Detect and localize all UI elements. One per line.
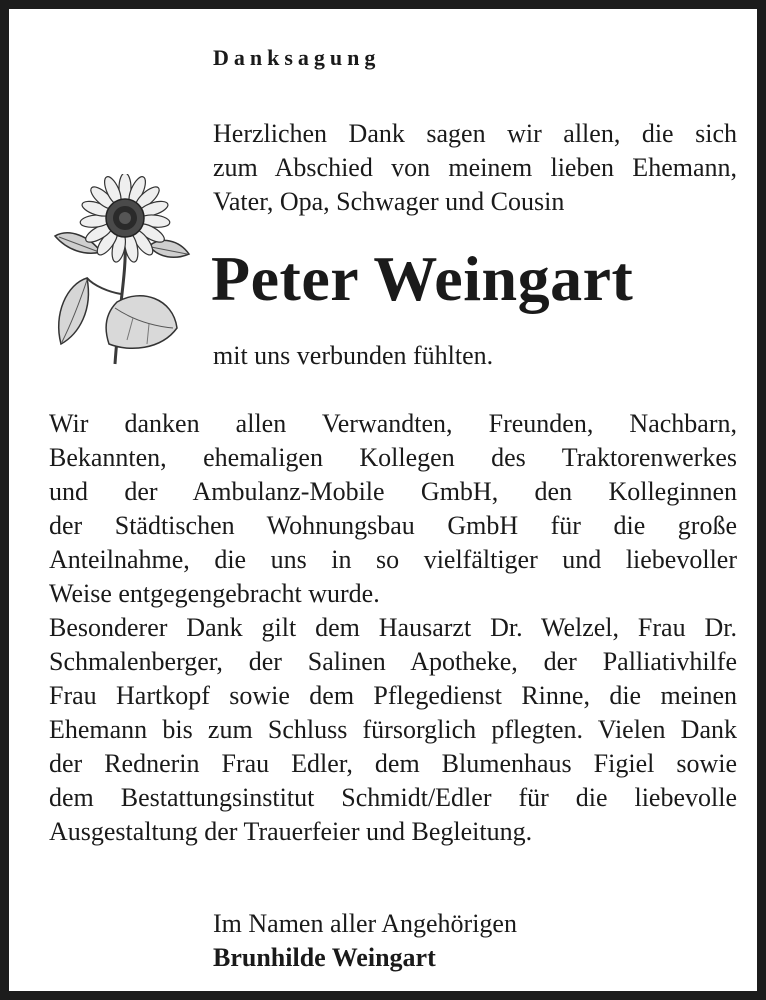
body-line: Ehemann bis zum Schluss fürsorglich pflegten. Vielen Dank xyxy=(49,715,737,744)
thanks-body xyxy=(49,407,737,849)
body-line: Anteilnahme, die uns in so vielfältiger und liebevoller xyxy=(49,545,737,574)
body-line: Besonderer Dank gilt dem Hausarzt Dr. Welzel, Frau Dr. xyxy=(49,613,737,642)
body-line: Frau Hartkopf sowie dem Pflegedienst Rinne, die meinen xyxy=(49,681,737,710)
body-line: Ausgestaltung der Trauerfeier und Begleitung. xyxy=(49,817,533,846)
body-line: der Städtischen Wohnungsbau GmbH für die große xyxy=(49,511,737,540)
sunflower-icon xyxy=(49,174,199,374)
deceased-name: Peter Weingart xyxy=(211,243,634,314)
body-line: der Rednerin Frau Edler, dem Blumenhaus Figiel sowie xyxy=(49,749,737,778)
intro-line: Vater, Opa, Schwager und Cousin xyxy=(213,187,565,216)
body-line: Bekannten, ehemaligen Kollegen des Traktorenwerkes xyxy=(49,443,737,472)
body-line: Wir danken allen Verwandten, Freunden, Nachbarn, xyxy=(49,409,737,438)
notice-heading: Danksagung xyxy=(213,45,381,70)
body-line: dem Bestattungsinstitut Schmidt/Edler für die liebevolle xyxy=(49,783,737,812)
signoff-text: Im Namen aller Angehörigen xyxy=(213,909,517,938)
intro-line: Herzlichen Dank sagen wir allen, die sich xyxy=(213,119,737,148)
body-line: Weise entgegengebracht wurde. xyxy=(49,579,380,608)
outro-text: mit uns verbunden fühlten. xyxy=(213,341,494,370)
signer-name: Brunhilde Weingart xyxy=(213,943,436,972)
body-line: Schmalenberger, der Salinen Apotheke, der Palliativhilfe xyxy=(49,647,737,676)
intro-text xyxy=(213,117,737,219)
body-line: und der Ambulanz-Mobile GmbH, den Kolleginnen xyxy=(49,477,737,506)
intro-line: zum Abschied von meinem lieben Ehemann, xyxy=(213,153,737,182)
